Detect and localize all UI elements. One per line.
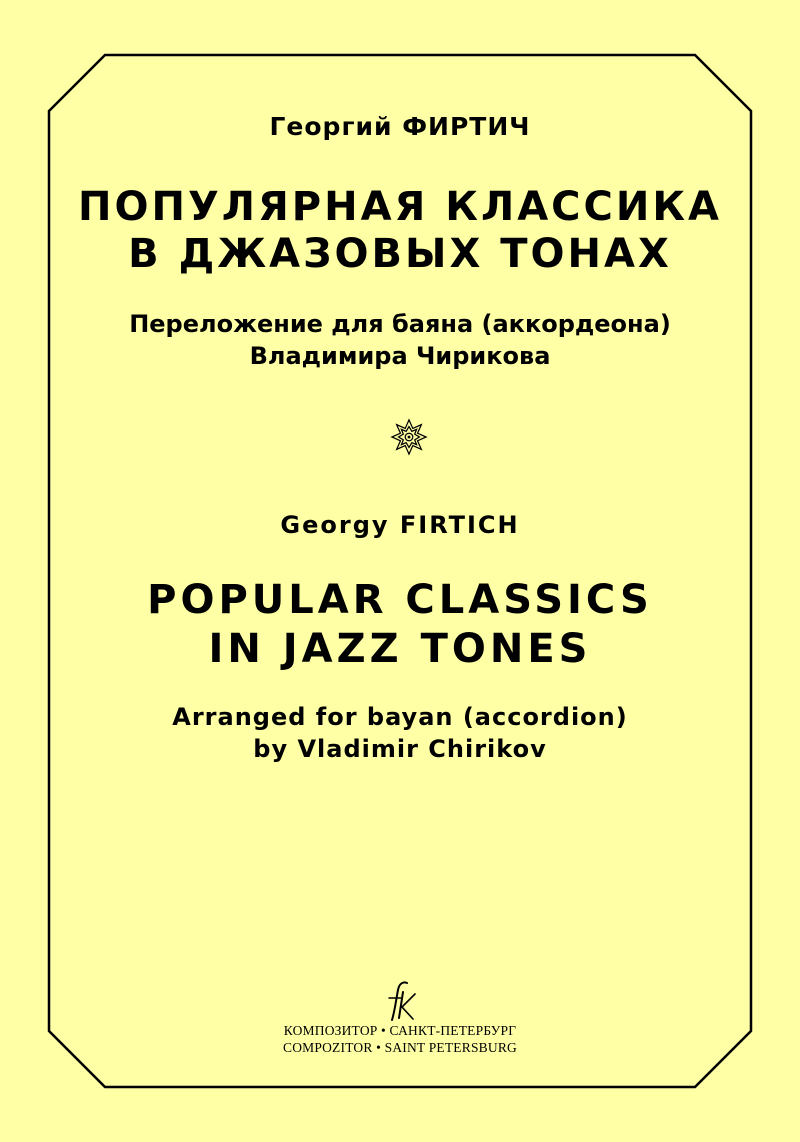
publisher-line-en: COMPOZITOR • SAINT PETERSBURG [283,1040,517,1055]
subtitle-en-line-1: Arranged for bayan (accordion) [172,703,628,731]
title-en-line-1: POPULAR CLASSICS [147,577,653,623]
author-name-en: Georgy FIRTICH [280,511,520,539]
author-name-ru: Георгий ФИРТИЧ [269,112,531,141]
subtitle-en-line-2: by Vladimir Chirikov [253,735,547,763]
star-flower-icon [390,418,428,456]
subtitle-ru-line-1: Переложение для баяна (аккордеона) [129,310,671,338]
title-en-line-2: IN JAZZ TONES [208,626,592,672]
title-ru-line-1: ПОПУЛЯРНАЯ КЛАССИКА [77,184,722,230]
subtitle-ru-line-2: Владимира Чирикова [249,342,551,370]
title-ru-line-2: В ДЖАЗОВЫХ ТОНАХ [128,231,672,277]
publisher-line-ru: КОМПОЗИТОР • САНКТ-ПЕТЕРБУРГ [283,1023,517,1038]
fk-monogram-icon [383,980,421,1022]
